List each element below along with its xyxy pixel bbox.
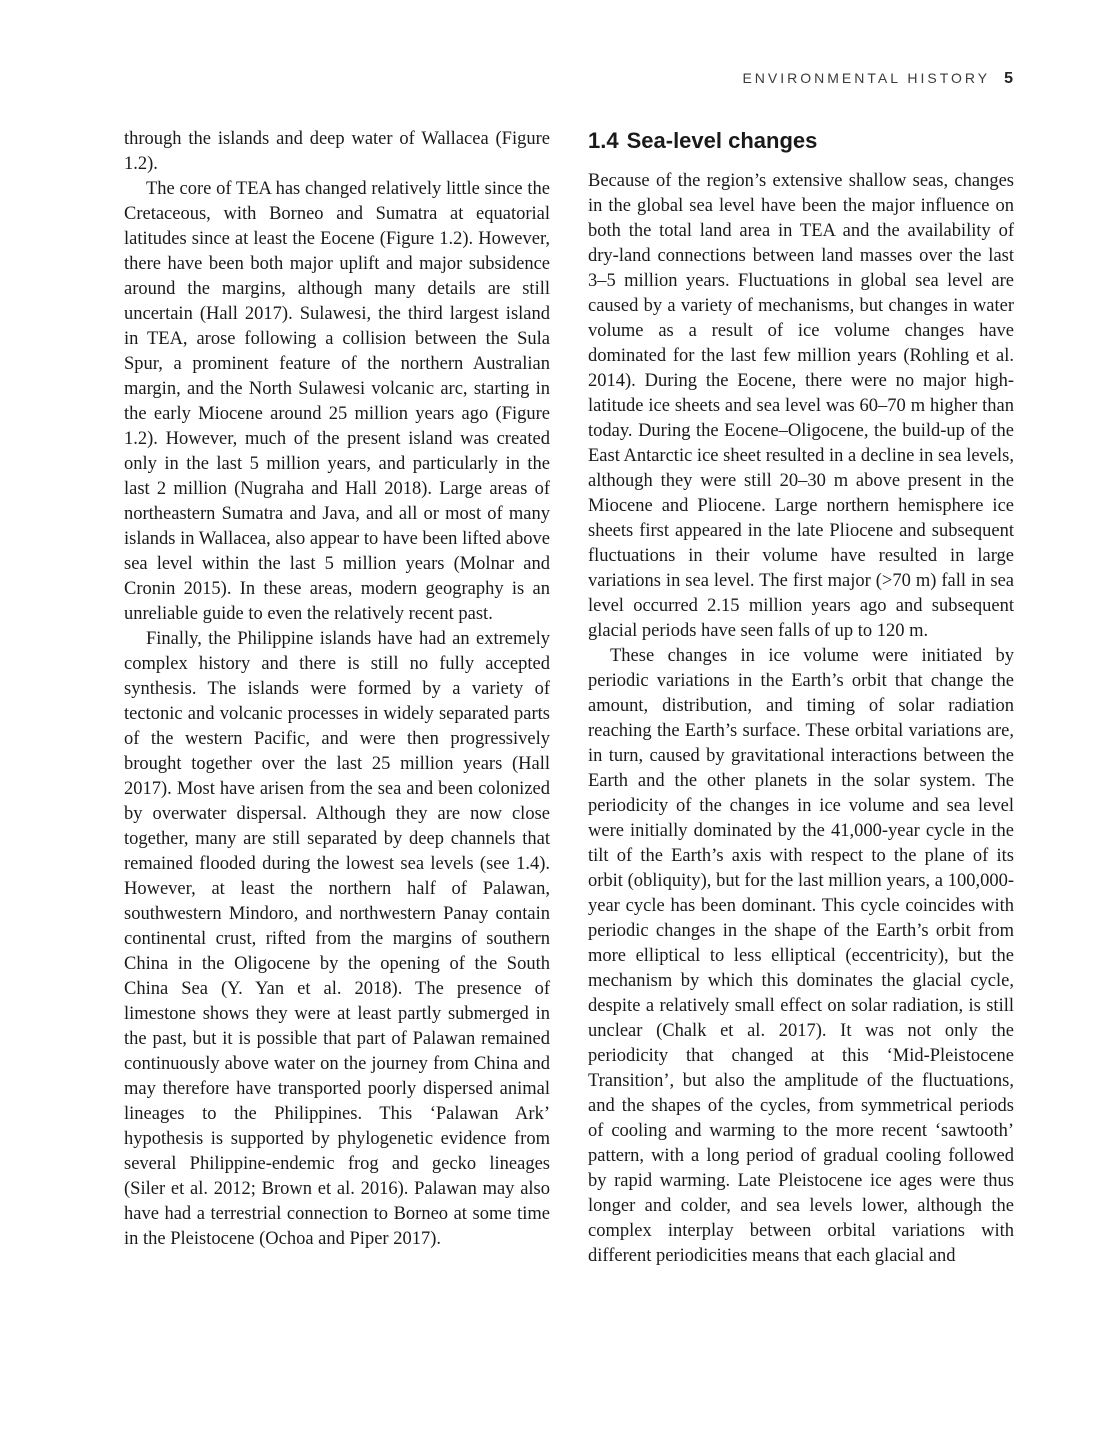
right-column — [588, 127, 1014, 1269]
paragraph: These changes in ice volume were initiated by periodic variations in the Earth’s orbit that change the amount, distribution, and timing of solar radiation reaching the Earth’s surface. These orbital variations are, in turn, caused by gravitational interactions between the Earth and the other planets in the solar system. The periodicity of the changes in ice volume and sea level were initially dominated by the 41,000-year cycle in the tilt of the Earth’s axis with respect to the plane of its orbit (obliquity), but for the last million years, a 100,000-year cycle has been dominant. This cycle coincides with periodic changes in the shape of the Earth’s orbit from more elliptical to less elliptical (eccentricity), but the mechanism by which this dominates the glacial cycle, despite a relatively small effect on solar radiation, is still unclear (Chalk et al. 2017). It was not only the periodicity that changed at this ‘Mid-Pleistocene Transition’, but also the amplitude of the fluctuations, and the shapes of the cycles, from symmetrical periods of cooling and warming to the more recent ‘sawtooth’ pattern, with a long period of gradual cooling followed by rapid warming. Late Pleistocene ice ages were thus longer and colder, and sea levels lower, although the complex interplay between orbital variations with different periodicities means that each glacial and — [588, 646, 1014, 1266]
section-heading — [588, 127, 1014, 155]
section-title: Sea-level changes — [626, 128, 818, 153]
paragraph: Finally, the Philippine islands have had an extremely complex history and there is still no fully accepted synthesis. The islands were formed by a variety of tectonic and volcanic processes in widely separated parts of the western Pacific, and were then progressively brought together over the last 25 million years (Hall 2017). Most have arisen from the sea and been colonized by overwater dispersal. Although they are now close together, many are still separated by deep channels that remained flooded during the lowest sea levels (see 1.4). However, at least the northern half of Palawan, southwestern Mindoro, and northwestern Panay contain continental crust, rifted from the margins of southern China in the Oligocene by the opening of the South China Sea (Y. Yan et al. 2018). The presence of limestone shows they were at least partly submerged in the past, but it is possible that part of Palawan remained continuously above water on the journey from China and may therefore have transported poorly dispersed animal lineages to the Philippines. This ‘Palawan Ark’ hypothesis is supported by phylogenetic evidence from several Philippine-endemic frog and gecko lineages (Siler et al. 2012; Brown et al. 2016). Palawan may also have had a terrestrial connection to Borneo at some time in the Pleistocene (Ochoa and Piper 2017). — [124, 629, 550, 1249]
running-head — [742, 70, 1013, 88]
running-head-title: ENVIRONMENTAL HISTORY — [742, 70, 991, 86]
left-column — [124, 127, 550, 1252]
page-number: 5 — [1004, 70, 1013, 87]
paragraph: through the islands and deep water of Wallacea (Figure 1.2). — [124, 129, 550, 174]
section-number: 1.4 — [588, 128, 619, 153]
paragraph: Because of the region’s extensive shallow seas, changes in the global sea level have been the major influence on both the total land area in TEA and the availability of dry-land connections between land masses over the last 3–5 million years. Fluctuations in global sea level are caused by a variety of mechanisms, but changes in water volume as a result of ice volume changes have dominated for the last few million years (Rohling et al. 2014). During the Eocene, there were no major high-latitude ice sheets and sea level was 60–70 m higher than today. During the Eocene–Oligocene, the build-up of the East Antarctic ice sheet resulted in a decline in sea levels, although they were still 20–30 m above present in the Miocene and Pliocene. Large northern hemisphere ice sheets first appeared in the late Pliocene and subsequent fluctuations in their volume have resulted in large variations in sea level. The first major (>70 m) fall in sea level occurred 2.15 million years ago and subsequent glacial periods have seen falls of up to 120 m. — [588, 171, 1014, 641]
paragraph: The core of TEA has changed relatively little since the Cretaceous, with Borneo and Sumatra at equatorial latitudes since at least the Eocene (Figure 1.2). However, there have been both major uplift and major subsidence around the margins, although many details are still uncertain (Hall 2017). Sulawesi, the third largest island in TEA, arose following a collision between the Sula Spur, a prominent feature of the northern Australian margin, and the North Sulawesi volcanic arc, starting in the early Miocene around 25 million years ago (Figure 1.2). However, much of the present island was created only in the last 5 million years, and particularly in the last 2 million (Nugraha and Hall 2018). Large areas of northeastern Sumatra and Java, and all or most of many islands in Wallacea, also appear to have been lifted above sea level within the last 5 million years (Molnar and Cronin 2015). In these areas, modern geography is an unreliable guide to even the relatively recent past. — [124, 179, 550, 624]
